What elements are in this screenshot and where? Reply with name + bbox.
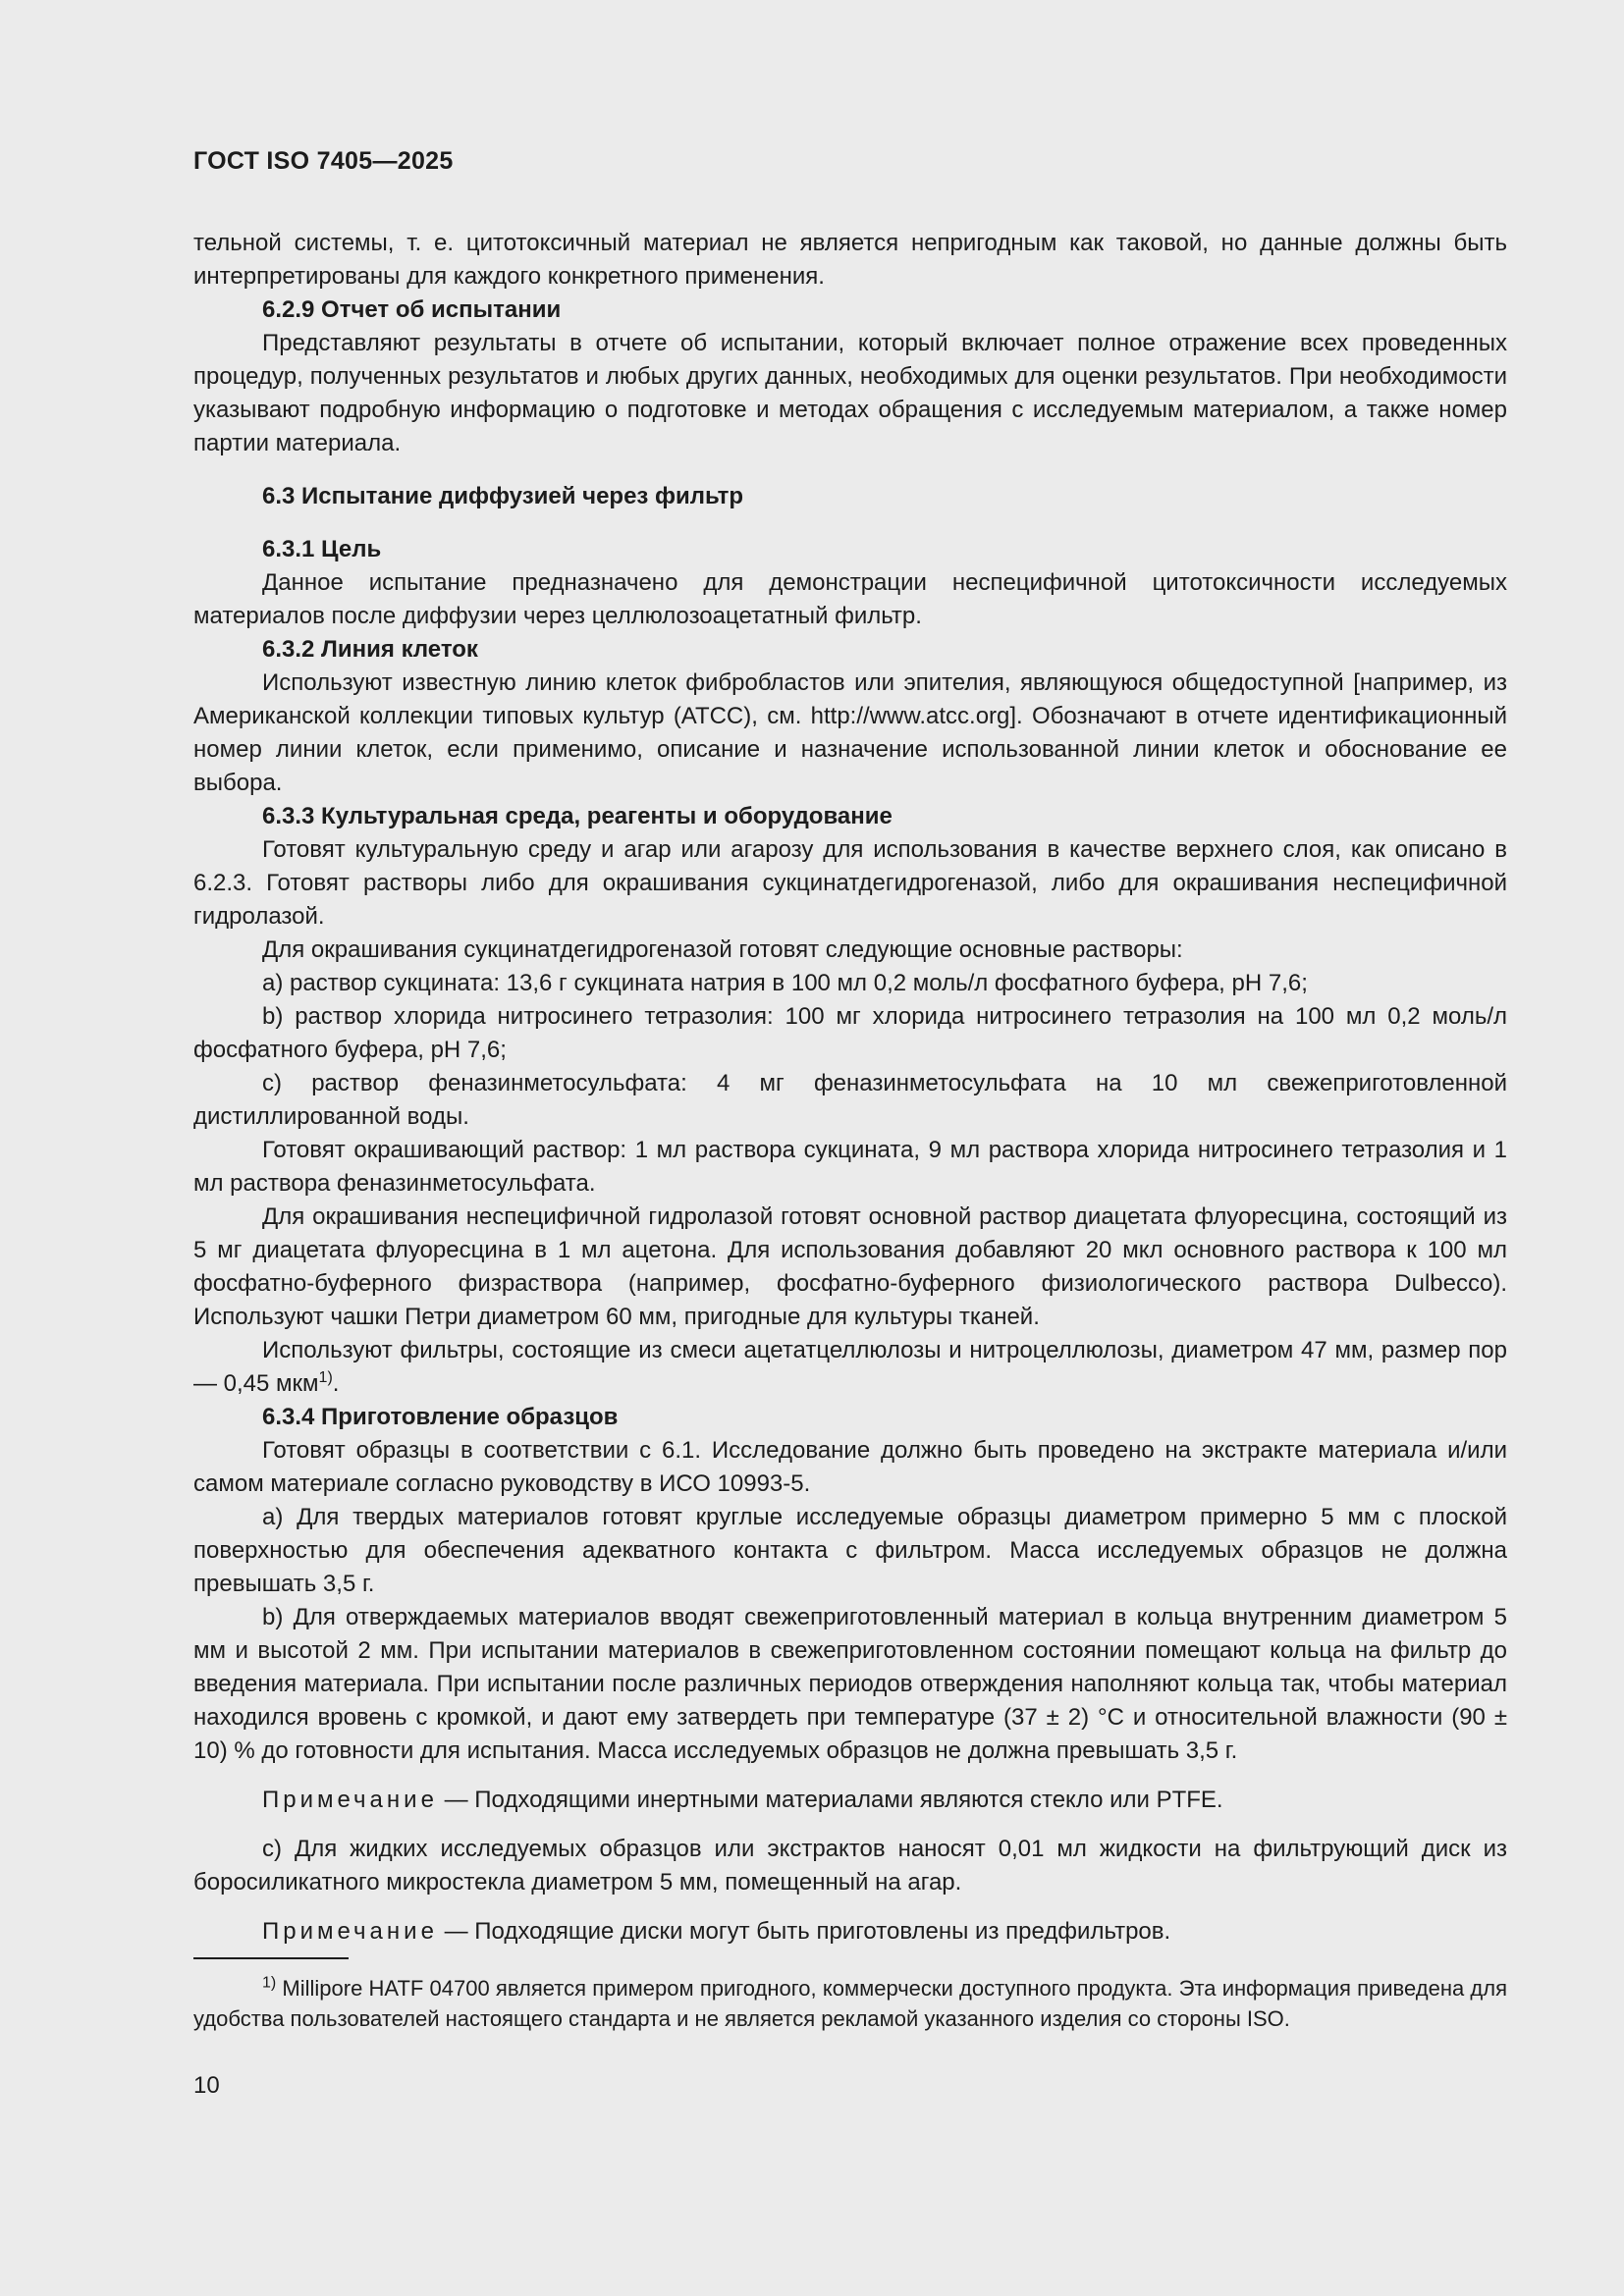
note-text: — Подходящими инертными материалами являются стекло или PTFE. [437, 1787, 1223, 1813]
note [193, 1915, 1507, 1949]
paragraph: Для окрашивания неспецифичной гидролазой готовят основной раствор диацетата флуоресцина, состоящий из 5 мг диацетата флуоресцина в 1 мл ацетона. Для использования добавляют 20 мкл основного раствора к 100 мл фосфатно-буферного физраствора (например, фосфатно-буферного физиологического раствора Dulbecco). Используют чашки Петри диаметром 60 мм, пригодные для культуры тканей. [193, 1203, 1507, 1330]
section-heading-6-3-4: 6.3.4 Приготовление образцов [262, 1404, 619, 1430]
paragraph: Готовят образцы в соответствии с 6.1. Исследование должно быть проведено на экстракте материала и/или самом материале согласно руководству в ИСО 10993-5. [193, 1437, 1507, 1497]
footnote [193, 1973, 1507, 2034]
paragraph: Готовят культуральную среду и агар или агарозу для использования в качестве верхнего слоя, как описано в 6.2.3. Готовят растворы либо для окрашивания сукцинатдегидрогеназой, либо для окрашивания неспецифичной гидролазой. [193, 836, 1507, 930]
list-item: c) Для жидких исследуемых образцов или экстрактов наносят 0,01 мл жидкости на фильтрующий диск из боросиликатного микростекла диаметром 5 мм, помещенный на агар. [193, 1836, 1507, 1896]
list-item: a) Для твердых материалов готовят круглые исследуемые образцы диаметром примерно 5 мм с плоской поверхностью для обеспечения адекватного контакта с фильтром. Масса исследуемых образцов не должна превышать 3,5 г. [193, 1504, 1507, 1597]
footnote-text: Millipore HATF 04700 является примером пригодного, коммерчески доступного продукта. Эта информация приведена для удобства пользователей настоящего стандарта и не является рекламой указанного изделия со стороны ISO. [193, 1976, 1507, 2031]
section-heading-6-3-2: 6.3.2 Линия клеток [262, 636, 478, 663]
note [193, 1784, 1507, 1817]
paragraph: Данное испытание предназначено для демонстрации неспецифичной цитотоксичности исследуемых материалов после диффузии через целлюлозоацетатный фильтр. [193, 569, 1507, 629]
section-heading-6-3-1: 6.3.1 Цель [262, 536, 382, 562]
paragraph [193, 1334, 1507, 1401]
list-item: a) раствор сукцината: 13,6 г сукцината натрия в 100 мл 0,2 моль/л фосфатного буфера, pH 7,6; [262, 970, 1308, 996]
page-number: 10 [193, 2072, 220, 2099]
list-item: c) раствор феназинметосульфата: 4 мг феназинметосульфата на 10 мл свежеприготовленной дистиллированной воды. [193, 1070, 1507, 1130]
page-body [193, 227, 1507, 1964]
list-item: b) Для отверждаемых материалов вводят свежеприготовленный материал в кольца внутренним диаметром 5 мм и высотой 2 мм. При испытании материалов в свежеприготовленном состоянии помещают кольца на фильтр до введения материала. При испытании после различных периодов отверждения наполняют кольца так, чтобы материал находился вровень с кромкой, и дают ему затвердеть при температуре (37 ± 2) °С и относительной влажности (90 ± 10) % до готовности для испытания. Масса исследуемых образцов не должна превышать 3,5 г. [193, 1604, 1507, 1764]
paragraph-text: Используют фильтры, состоящие из смеси ацетатцеллюлозы и нитроцеллюлозы, диаметром 47 мм, размер пор — 0,45 мкм [193, 1337, 1507, 1397]
note-label: Примечание [262, 1918, 438, 1945]
paragraph: тельной системы, т. е. цитотоксичный материал не является непригодным как таковой, но данные должны быть интерпретированы для каждого конкретного применения. [193, 230, 1507, 290]
paragraph: Для окрашивания сукцинатдегидрогеназой готовят следующие основные растворы: [262, 936, 1183, 963]
section-heading-6-3: 6.3 Испытание диффузией через фильтр [262, 483, 744, 509]
footnote-reference: 1) [318, 1369, 333, 1386]
paragraph: Используют известную линию клеток фибробластов или эпителия, являющуюся общедоступной [например, из Американской коллекции типовых культур (АТСС), см. http://www.atcc.org]. Обозначают в отчете идентификационный номер линии клеток, если применимо, описание и назначение использованной линии клеток и обоснование ее выбора. [193, 669, 1507, 796]
note-text: — Подходящие диски могут быть приготовлены из предфильтров. [437, 1918, 1171, 1945]
footnote-divider [193, 1957, 349, 1959]
footnote-marker: 1) [262, 1974, 277, 1992]
paragraph: Представляют результаты в отчете об испытании, который включает полное отражение всех проведенных процедур, полученных результатов и любых других данных, необходимых для оценки результатов. При необходимости указывают подробную информацию о подготовке и методах обращения с исследуемым материалом, а также номер партии материала. [193, 330, 1507, 456]
list-item: b) раствор хлорида нитросинего тетразолия: 100 мг хлорида нитросинего тетразолия на 100 мл 0,2 моль/л фосфатного буфера, pH 7,6; [193, 1003, 1507, 1063]
section-heading-6-2-9: 6.2.9 Отчет об испытании [262, 296, 562, 323]
section-heading-6-3-3: 6.3.3 Культуральная среда, реагенты и оборудование [262, 803, 893, 829]
page-header: ГОСТ ISO 7405—2025 [193, 147, 454, 175]
paragraph: Готовят окрашивающий раствор: 1 мл раствора сукцината, 9 мл раствора хлорида нитросинего тетразолия и 1 мл раствора феназинметосульфата. [193, 1137, 1507, 1197]
note-label: Примечание [262, 1787, 438, 1813]
paragraph-end: . [332, 1370, 340, 1397]
